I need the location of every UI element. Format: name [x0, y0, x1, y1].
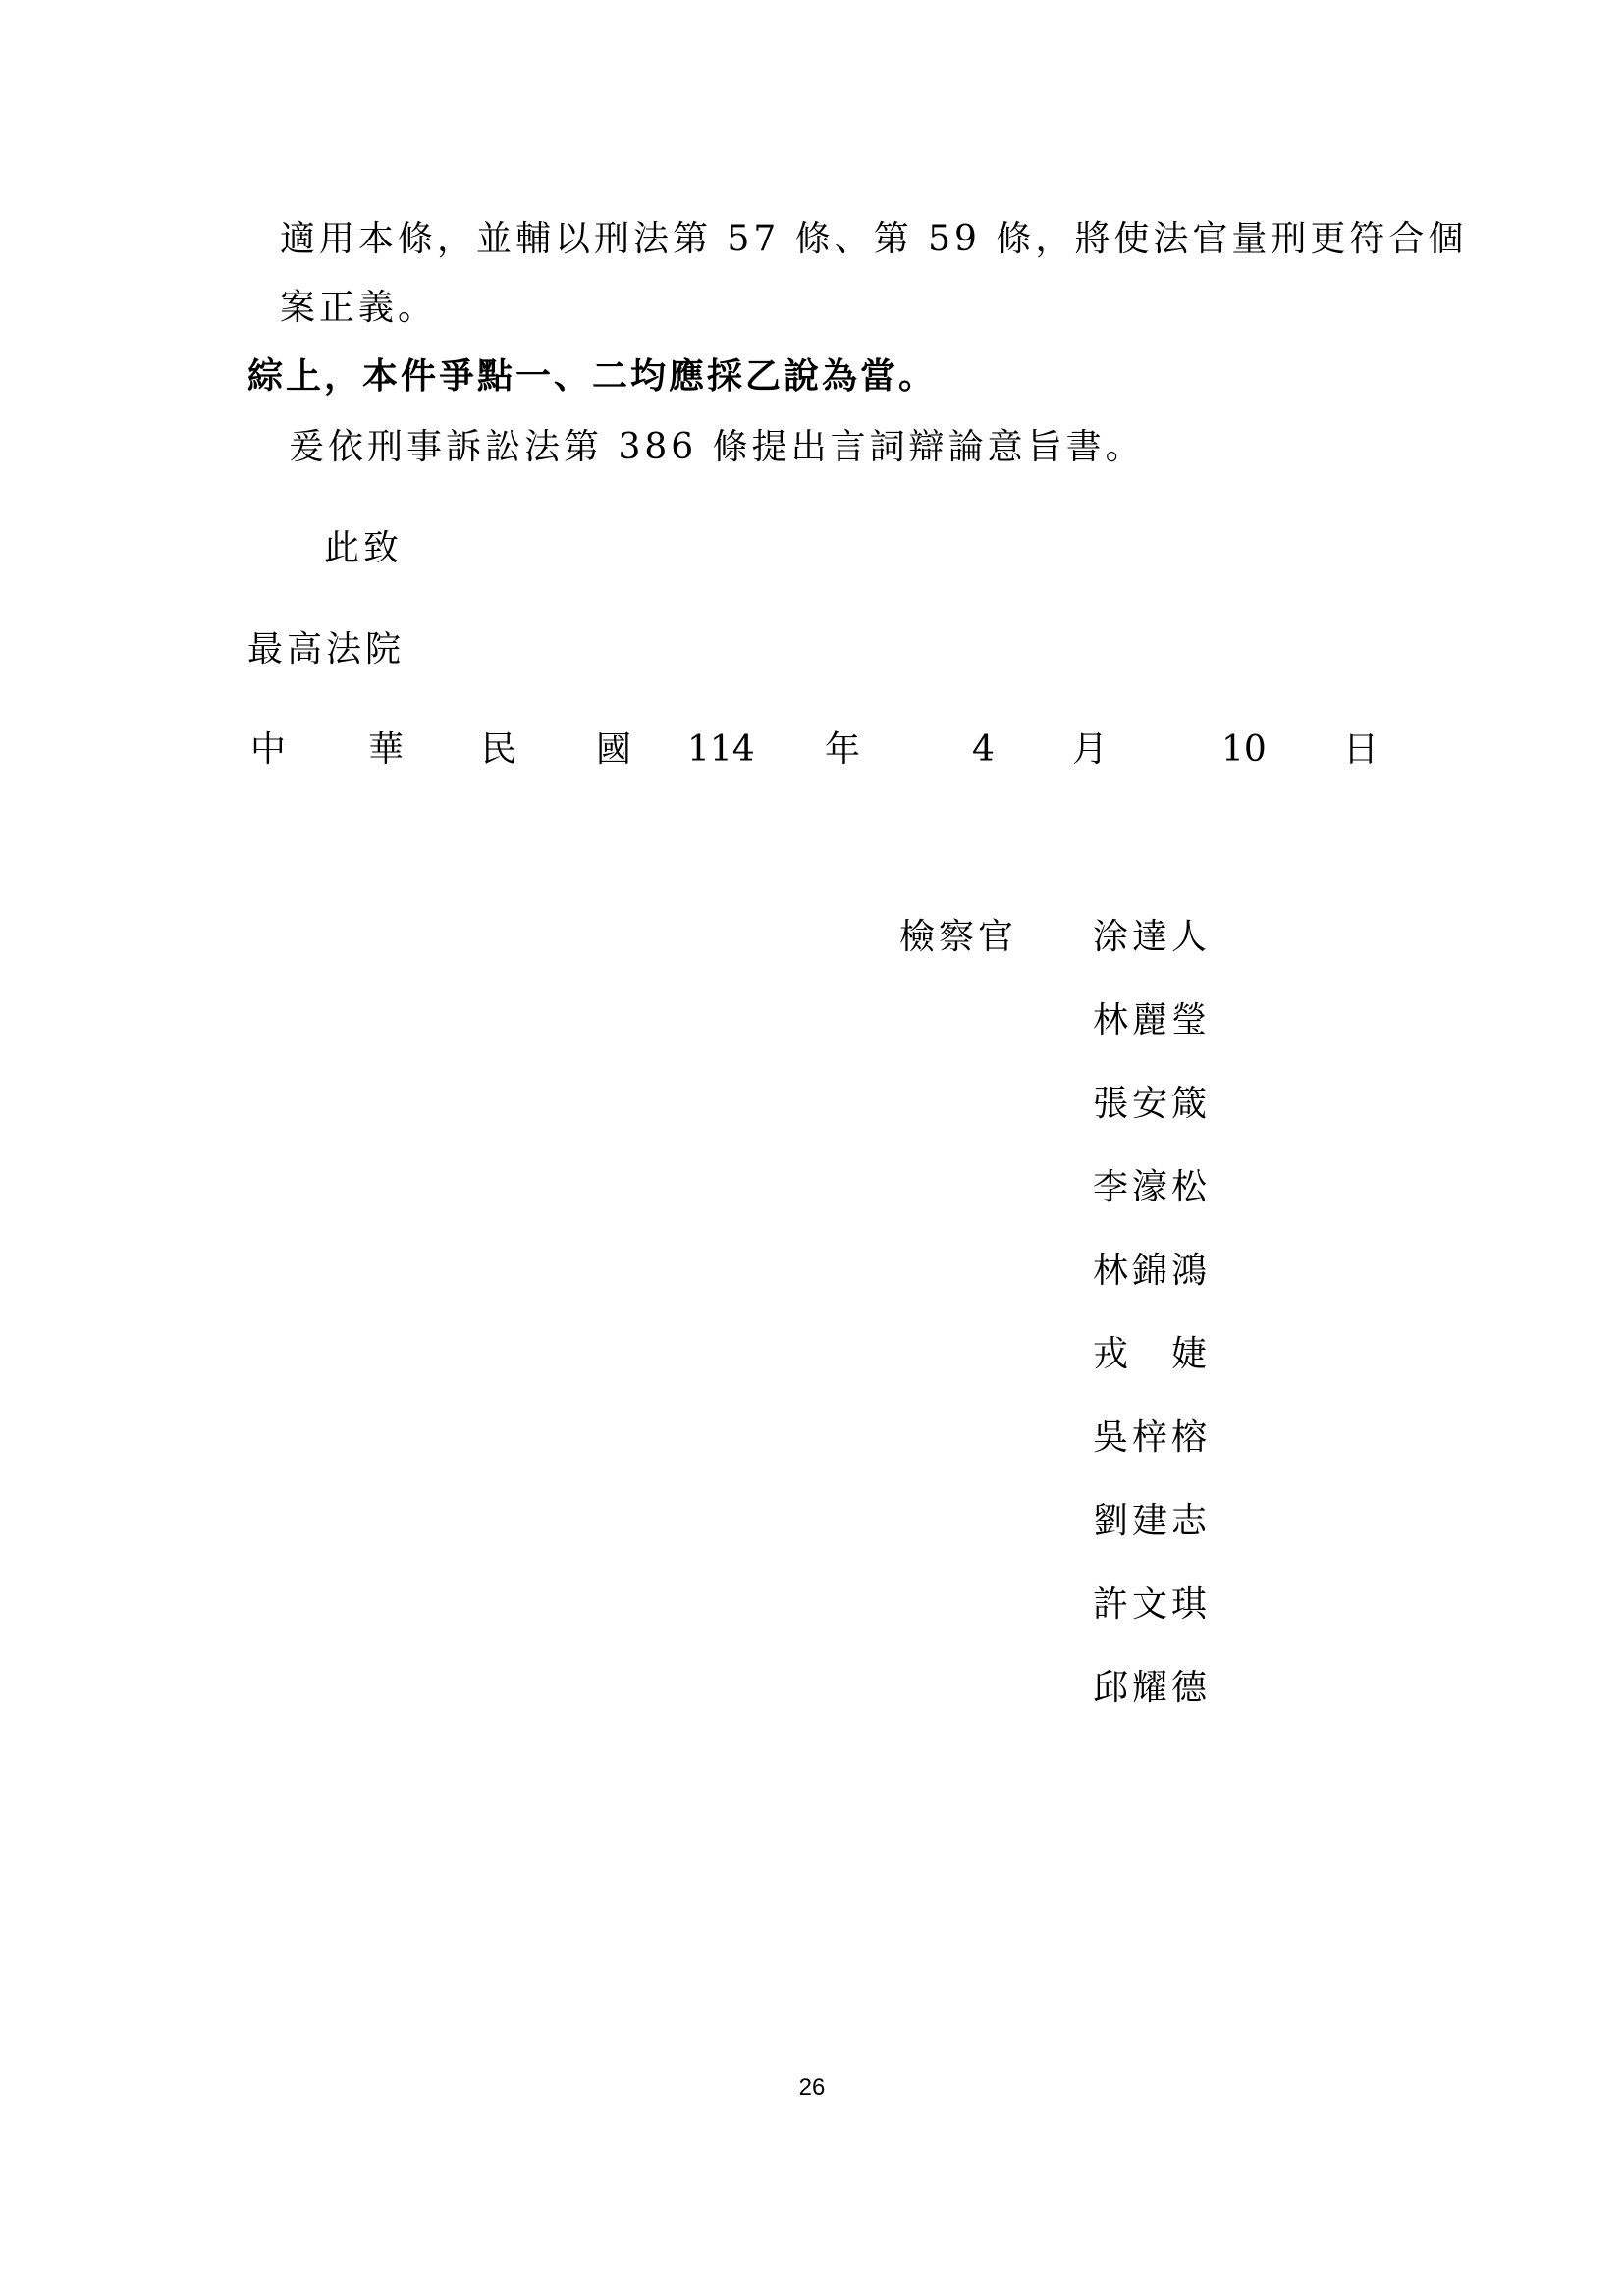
- date-year: 114: [687, 729, 755, 770]
- page-number: 26: [798, 2074, 826, 2101]
- signer-name: 張安箴: [1093, 1084, 1212, 1124]
- signer-title: 檢察官: [899, 917, 1018, 957]
- date-month-unit: 月: [1072, 729, 1109, 770]
- date-char-2: 華: [368, 729, 405, 770]
- signer-name: 許文琪: [1093, 1584, 1212, 1625]
- closing-salutation: 此致: [324, 528, 404, 568]
- date-year-unit: 年: [825, 729, 861, 770]
- date-month: 4: [972, 729, 995, 770]
- date-char-1: 中: [250, 729, 287, 770]
- date-char-3: 民: [481, 729, 517, 770]
- signer-name: 涂達人: [1093, 917, 1212, 957]
- signer-name: 邱耀德: [1093, 1668, 1212, 1708]
- paragraph-line-1: 適用本條，並輔以刑法第 57 條、第 59 條，將使法官量刑更符合個: [280, 219, 1468, 259]
- signer-name: 林錦鴻: [1093, 1251, 1212, 1291]
- date-day: 10: [1221, 729, 1267, 770]
- date-day-unit: 日: [1343, 729, 1380, 770]
- paragraph-line-2: 案正義。: [280, 288, 438, 328]
- conclusion-statement: 綜上，本件爭點一、二均應採乙說為當。: [247, 356, 938, 397]
- legal-basis-statement: 爰依刑事訴訟法第 386 條提出言詞辯論意旨書。: [289, 427, 1145, 467]
- addressee-court: 最高法院: [247, 629, 406, 669]
- signer-name: 劉建志: [1093, 1501, 1212, 1541]
- signer-name: 吳梓榕: [1093, 1417, 1212, 1458]
- signer-name: 李濠松: [1093, 1167, 1212, 1207]
- signer-name: 戎 婕: [1093, 1334, 1212, 1374]
- signer-name: 林麗瑩: [1093, 1000, 1212, 1041]
- date-char-4: 國: [596, 729, 632, 770]
